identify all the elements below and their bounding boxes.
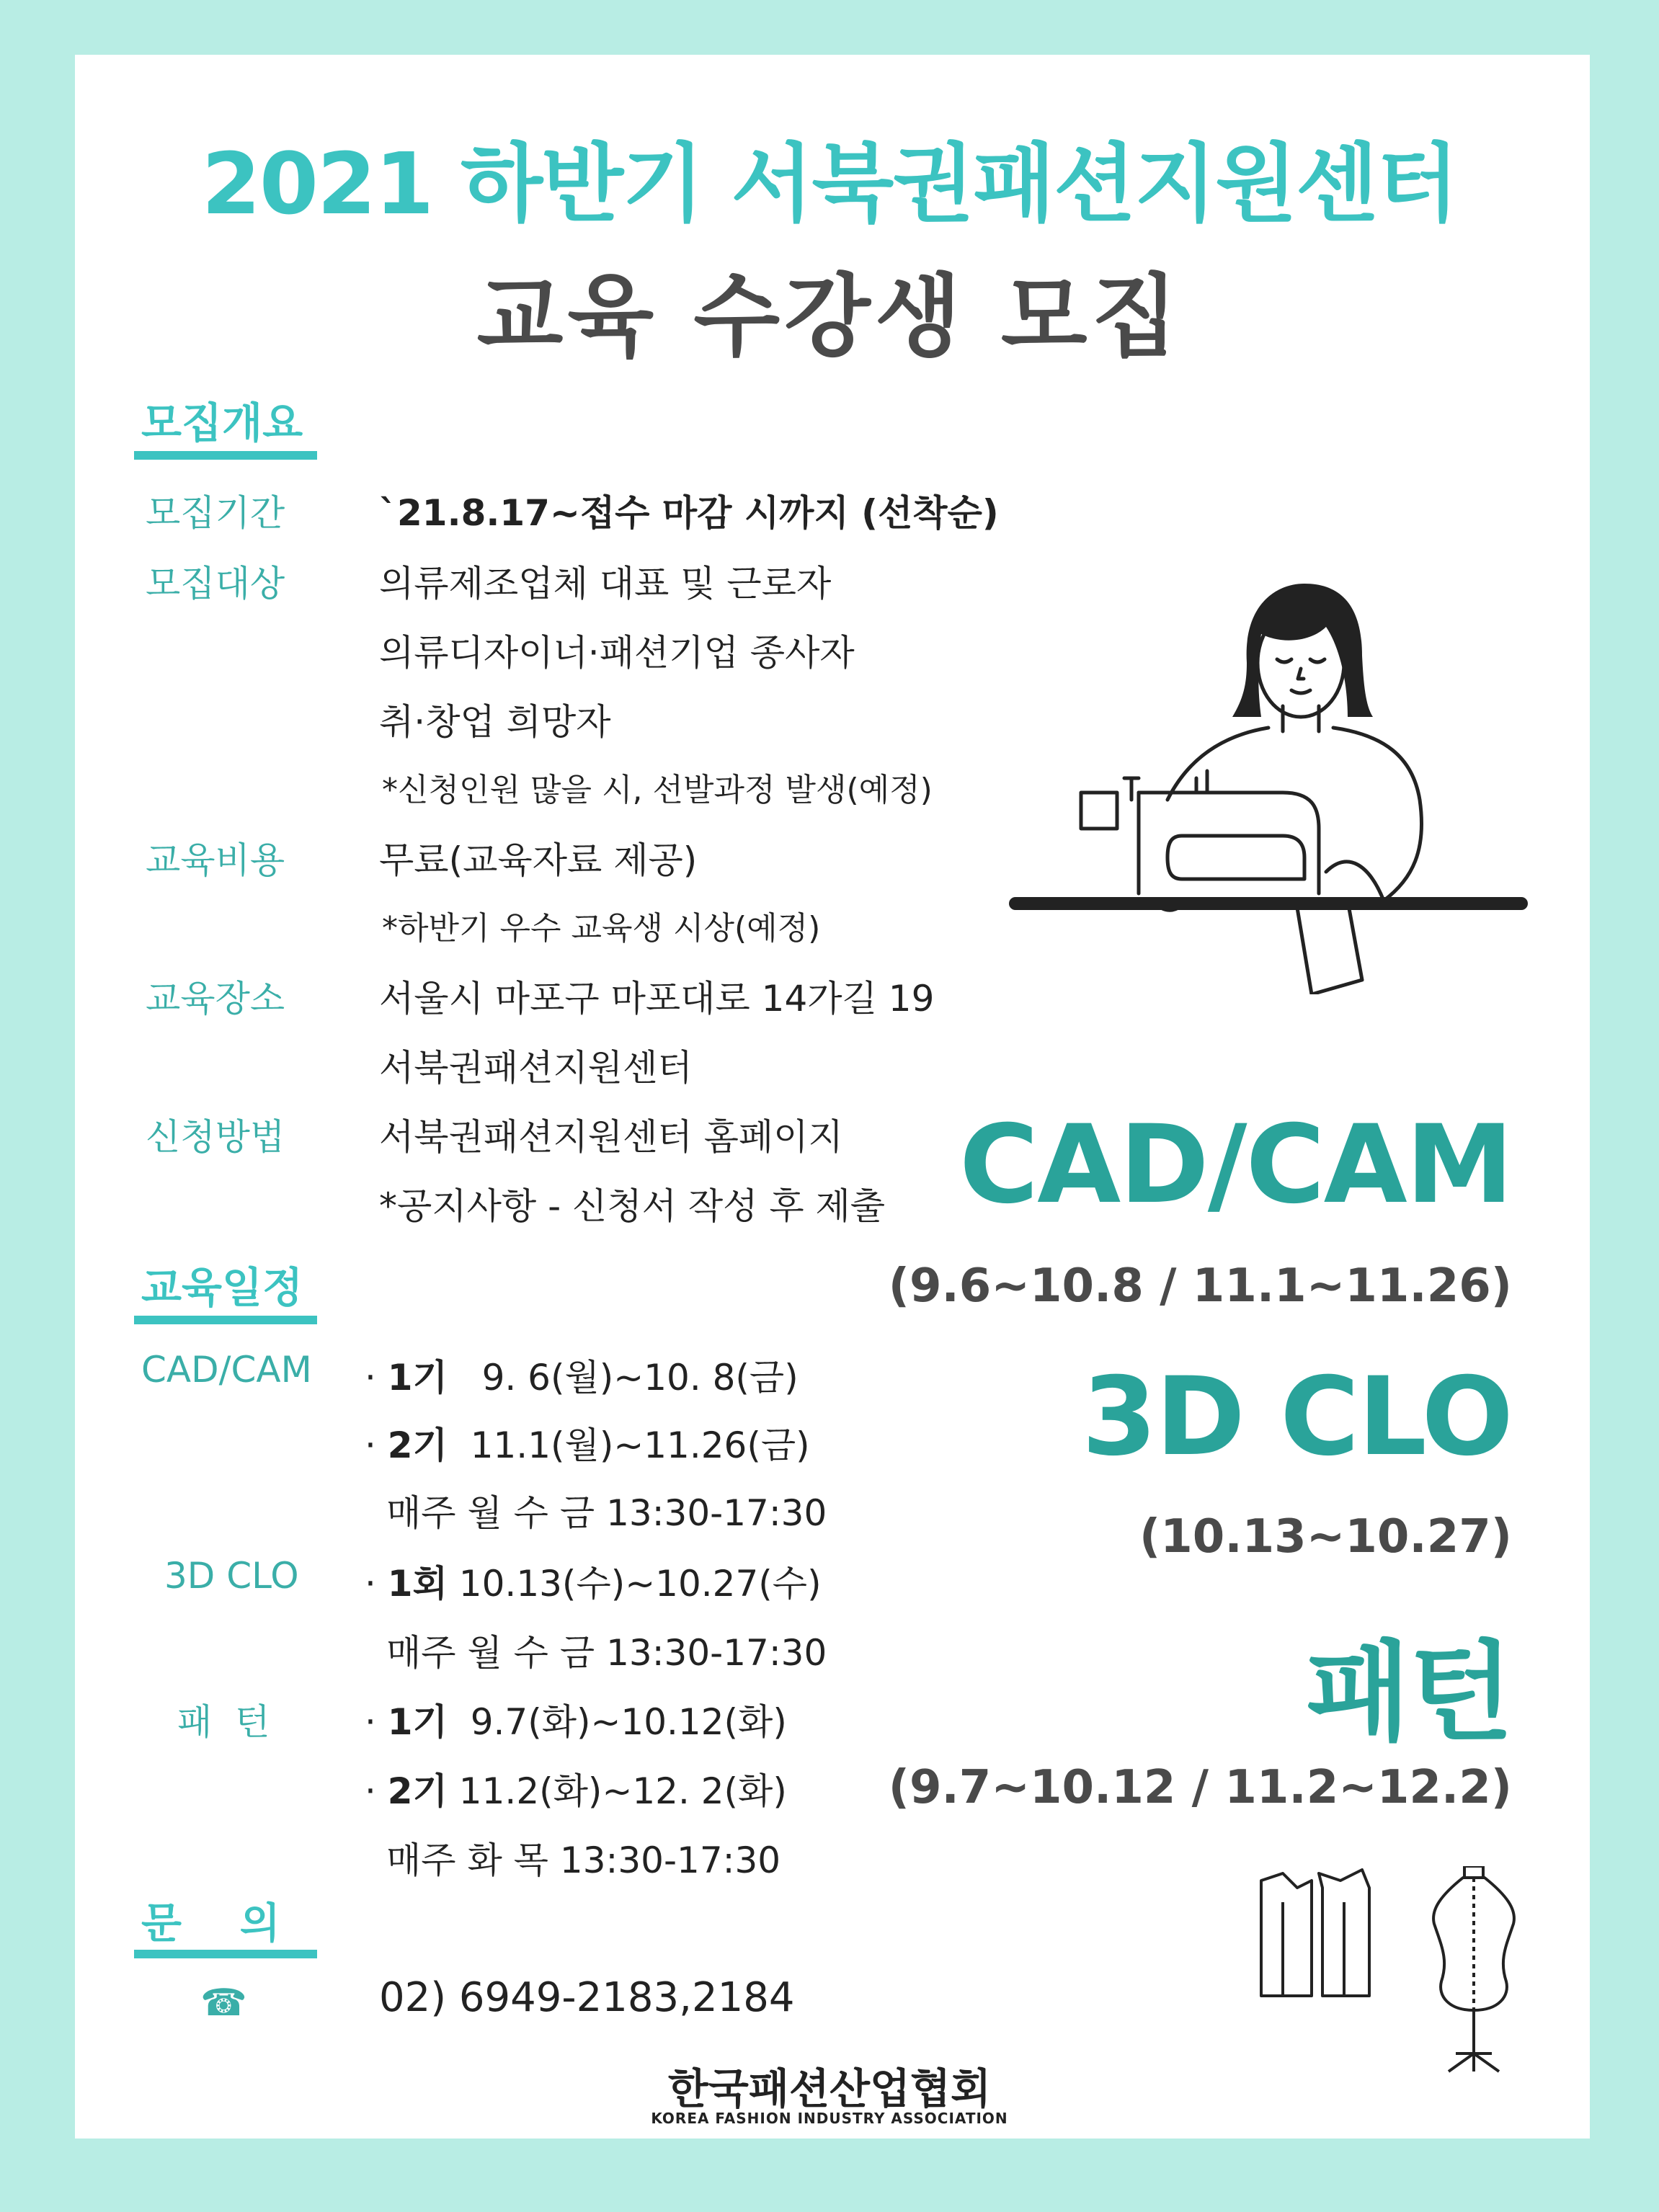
label-target: 모집대상: [146, 563, 285, 605]
schedule-pattern-weekly: 매주 화 목 13:30-17:30: [386, 1839, 781, 1881]
label-cost: 교육비용: [146, 839, 285, 881]
schedule-label-pattern: 패 턴: [177, 1701, 270, 1743]
contact-phone[interactable]: 02) 6949-2183,2184: [379, 1974, 795, 2021]
value-apply-line1: 서북권패션지원센터 홈페이지: [379, 1116, 843, 1158]
schedule-cadcam-weekly: 매주 월 수 금 13:30-17:30: [386, 1492, 827, 1534]
course-range-pattern: (9.7~10.12 / 11.2~12.2): [888, 1761, 1512, 1814]
value-location-line2: 서북권패션지원센터: [379, 1047, 693, 1089]
schedule-cadcam-session2: · 2기 11.1(월)~11.26(금): [365, 1424, 810, 1466]
course-range-cadcam: (9.6~10.8 / 11.1~11.26): [888, 1259, 1512, 1313]
schedule-heading-underline: [134, 1316, 317, 1324]
label-location: 교육장소: [146, 978, 285, 1020]
schedule-clo-session1: · 1회 10.13(수)~10.27(수): [365, 1563, 822, 1605]
value-apply-line2: *공지사항 - 신청서 작성 후 제출: [379, 1185, 886, 1227]
value-target-line2: 의류디자이너·패션기업 종사자: [379, 632, 855, 674]
value-cost: 무료(교육자료 제공): [379, 839, 698, 881]
schedule-heading: 교육일정: [141, 1263, 303, 1312]
label-apply-method: 신청방법: [146, 1116, 285, 1158]
poster-title-line2: 교육 수강생 모집: [476, 265, 1183, 369]
overview-heading: 모집개요: [141, 398, 303, 447]
contact-heading-underline: [134, 1950, 317, 1958]
schedule-pattern-session1: · 1기 9.7(화)~10.12(화): [365, 1701, 787, 1743]
sewing-woman-illustration: [1009, 562, 1528, 994]
value-location-line1: 서울시 마포구 마포대로 14가길 19: [379, 978, 935, 1020]
pattern-pieces-illustration: [1254, 1859, 1376, 2003]
schedule-label-clo: 3D CLO: [164, 1555, 299, 1597]
value-cost-note: *하반기 우수 교육생 시상(예정): [382, 910, 821, 947]
course-title-cadcam: CAD/CAM: [959, 1102, 1512, 1228]
schedule-cadcam-session1: · 1기 9. 6(월)~10. 8(금): [365, 1357, 799, 1399]
course-range-clo: (10.13~10.27): [1139, 1510, 1512, 1564]
schedule-clo-weekly: 매주 월 수 금 13:30-17:30: [386, 1632, 827, 1674]
value-target-line3: 취·창업 희망자: [379, 701, 611, 743]
schedule-label-cadcam: CAD/CAM: [141, 1349, 312, 1391]
value-target-line1: 의류제조업체 대표 및 근로자: [379, 563, 832, 605]
contact-heading: 문 의: [141, 1899, 280, 1948]
telephone-icon: ☎: [200, 1981, 247, 2025]
dress-form-illustration: [1420, 1866, 1528, 2075]
footer-org-logo: 한국패션산업협회: [667, 2064, 992, 2113]
schedule-pattern-session2: · 2기 11.2(화)~12. 2(화): [365, 1770, 787, 1812]
course-title-clo: 3D CLO: [1082, 1355, 1512, 1480]
poster-title-line1: 2021 하반기 서북권패션지원센터: [201, 134, 1458, 233]
value-target-note: *신청인원 많을 시, 선발과정 발생(예정): [382, 772, 933, 808]
value-recruit-period: `21.8.17~접수 마감 시까지 (선착순): [379, 492, 999, 534]
footer-org-english: KOREA FASHION INDUSTRY ASSOCIATION: [651, 2110, 1008, 2127]
course-title-pattern: 패턴: [1306, 1631, 1512, 1756]
overview-heading-underline: [134, 451, 317, 460]
label-recruit-period: 모집기간: [146, 492, 285, 534]
